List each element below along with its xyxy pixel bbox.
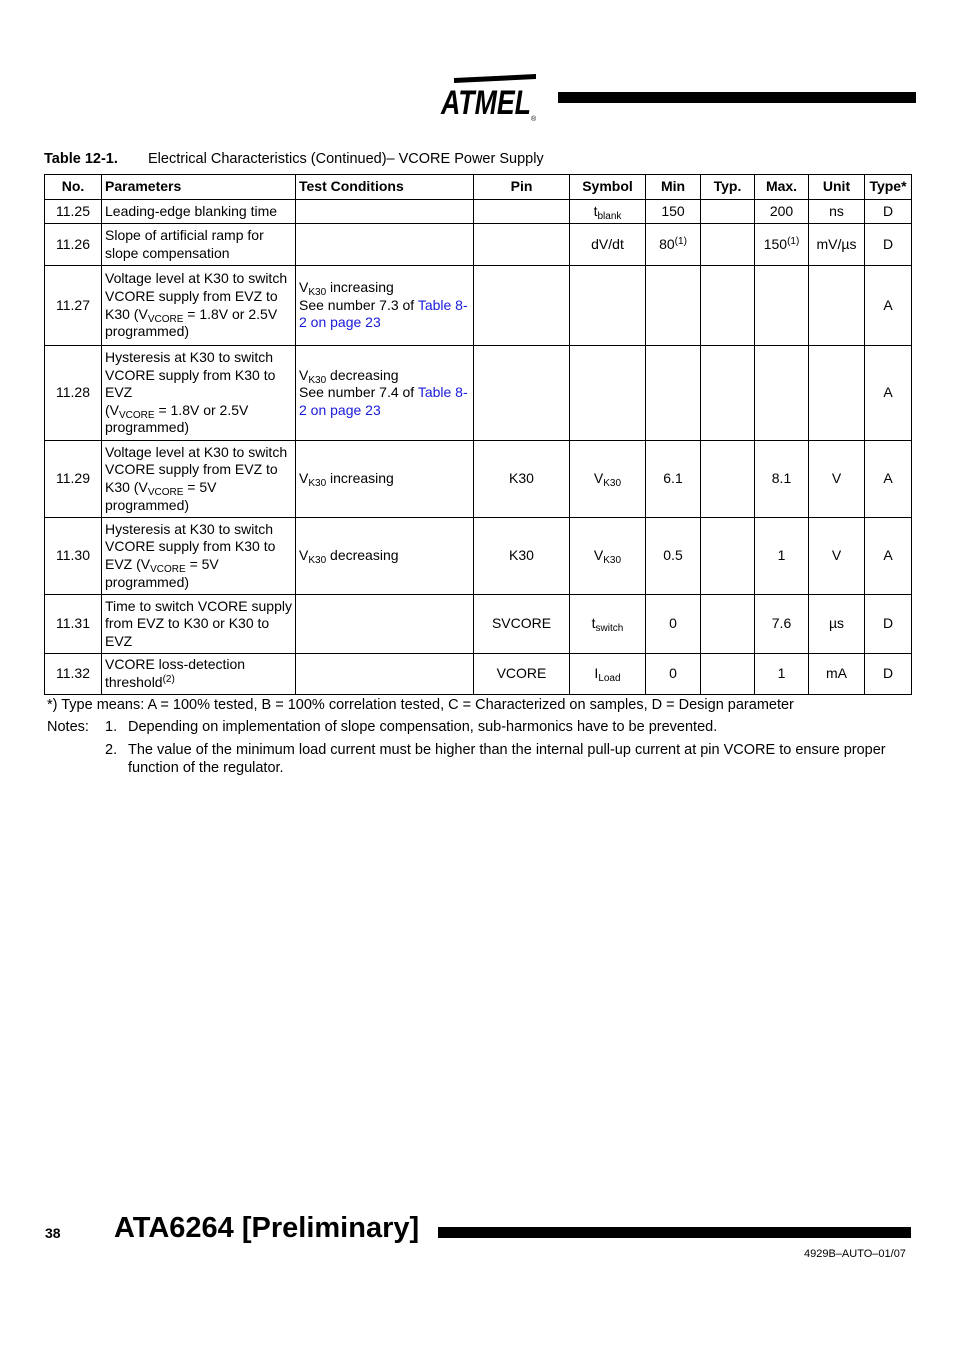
cell-unit: mA (809, 654, 865, 695)
cell-max (755, 266, 809, 346)
cell-symbol (570, 595, 646, 654)
cell-param (102, 346, 296, 441)
col-symbol: Symbol (570, 175, 646, 200)
note-text: Depending on implementation of slope compensation, sub-harmonics have to be prevented. (128, 719, 718, 735)
cell-typ (701, 266, 755, 346)
cell-max (755, 346, 809, 441)
cell-cond (296, 654, 474, 695)
param-text: Voltage level at K30 to switch VCORE supply from EVZ to K30 (V (105, 443, 288, 495)
note-number: 2. (105, 742, 118, 758)
cell-type: A (865, 346, 912, 441)
table-row (45, 654, 912, 695)
col-max: Max. (755, 175, 809, 200)
document-title: ATA6264 [Preliminary] (114, 1212, 420, 1244)
table-row (45, 518, 912, 595)
cond-sub: K30 (308, 374, 327, 386)
cond-text: decreasing (326, 547, 399, 564)
symbol-sub: Load (598, 673, 621, 685)
cell-pin (474, 224, 570, 266)
symbol-text: t (591, 615, 596, 632)
col-type: Type* (865, 175, 912, 200)
cell-cond (296, 518, 474, 595)
param-sub: VCORE (119, 409, 155, 421)
table-row (45, 595, 912, 654)
cell-pin (474, 346, 570, 441)
table-title: Electrical Characteristics (Continued)– VCORE Power Supply (148, 151, 544, 167)
type-legend: *) Type means: A = 100% tested, B = 100% correlation tested, C = Characterized on samples, D = Design parameter (47, 697, 794, 713)
cell-no: 11.25 (45, 200, 102, 224)
cell-symbol: dV/dt (570, 224, 646, 266)
table-row (45, 266, 912, 346)
cell-max: 1 (755, 654, 809, 695)
col-test-conditions: Test Conditions (296, 175, 474, 200)
cell-no: 11.27 (45, 266, 102, 346)
cell-unit: V (809, 518, 865, 595)
cell-param: Slope of artificial ramp for slope compensation (102, 224, 296, 266)
cell-pin (474, 200, 570, 224)
min-value: 80 (659, 235, 675, 252)
cell-typ (701, 518, 755, 595)
cell-unit (809, 266, 865, 346)
cell-unit: ns (809, 200, 865, 224)
cond-text: decreasing (326, 366, 399, 383)
cell-cond (296, 346, 474, 441)
cell-pin: VCORE (474, 654, 570, 695)
param-text: (V (105, 401, 119, 418)
cell-param (102, 518, 296, 595)
symbol-sub: blank (597, 210, 622, 222)
param-text: Voltage level at K30 to switch VCORE supply from EVZ to K30 (V (105, 270, 288, 322)
cell-unit (809, 346, 865, 441)
symbol-sub: K30 (603, 555, 622, 567)
cell-min (646, 224, 701, 266)
footer-rule (438, 1227, 911, 1238)
cell-symbol (570, 654, 646, 695)
cell-max: 200 (755, 200, 809, 224)
cell-max: 8.1 (755, 441, 809, 518)
svg-text:ATMEL: ATMEL (440, 84, 531, 122)
cell-type: A (865, 441, 912, 518)
param-text: Hysteresis at K30 to switch VCORE supply from K30 to EVZ (105, 349, 276, 401)
note-text: The value of the minimum load current must be higher than the internal pull-up current at pin VCORE to ensure proper function of the regulator. (128, 742, 886, 776)
cond-sub: K30 (308, 555, 327, 567)
cell-type: A (865, 518, 912, 595)
cell-typ (701, 441, 755, 518)
cond-text: V (299, 470, 309, 487)
param-sub: VCORE (150, 564, 186, 575)
table-row (45, 441, 912, 518)
cell-cond (296, 595, 474, 654)
page-number: 38 (45, 1225, 61, 1241)
symbol-sub: K30 (603, 478, 622, 490)
cell-param (102, 441, 296, 518)
param-text: = 5V programmed) (105, 479, 217, 513)
col-pin: Pin (474, 175, 570, 200)
cell-typ (701, 224, 755, 266)
note-ref: (1) (787, 235, 800, 247)
cell-unit: V (809, 441, 865, 518)
cell-cond (296, 266, 474, 346)
cell-type: D (865, 595, 912, 654)
cell-min (646, 266, 701, 346)
param-text: VCORE loss-detection threshold (105, 656, 246, 690)
cond-text: V (299, 279, 309, 296)
cell-min (646, 346, 701, 441)
cell-symbol (570, 518, 646, 595)
note-ref: (2) (162, 674, 175, 685)
param-sub: VCORE (147, 487, 184, 498)
document-reference: 4929B–AUTO–01/07 (804, 1248, 906, 1260)
atmel-logo (440, 74, 538, 122)
symbol-text: t (593, 202, 598, 219)
cell-cond (296, 441, 474, 518)
header-rule (558, 92, 916, 103)
cell-pin: K30 (474, 441, 570, 518)
col-no: No. (45, 175, 102, 200)
cell-unit: µs (809, 595, 865, 654)
table-link[interactable]: Table 8-2 on page 23 (299, 384, 468, 418)
param-sub: VCORE (147, 313, 184, 325)
table-header-row (45, 175, 912, 200)
cell-no: 11.30 (45, 518, 102, 595)
cond-text: increasing (326, 279, 394, 296)
cond-sub: K30 (308, 287, 327, 299)
cell-typ (701, 595, 755, 654)
cell-pin (474, 266, 570, 346)
cell-type: D (865, 200, 912, 224)
col-parameters: Parameters (102, 175, 296, 200)
param-text: = 1.8V or 2.5V programmed) (105, 305, 278, 340)
cell-type: D (865, 224, 912, 266)
note-ref: (1) (674, 235, 687, 247)
table-caption (44, 151, 544, 167)
cell-pin: SVCORE (474, 595, 570, 654)
cell-no: 11.28 (45, 346, 102, 441)
svg-text:®: ® (531, 116, 537, 122)
cell-param (102, 266, 296, 346)
param-text: = 1.8V or 2.5V programmed) (105, 401, 249, 436)
col-typ: Typ. (701, 175, 755, 200)
cell-cond (296, 200, 474, 224)
cell-max: 1 (755, 518, 809, 595)
table-row (45, 200, 912, 224)
cond-text: See number 7.4 of (299, 384, 418, 401)
col-unit: Unit (809, 175, 865, 200)
cell-no: 11.32 (45, 654, 102, 695)
cell-no: 11.26 (45, 224, 102, 266)
param-text: Hysteresis at K30 to switch VCORE supply from K30 to EVZ (V (105, 520, 276, 572)
cell-symbol (570, 346, 646, 441)
cell-min: 0 (646, 654, 701, 695)
cell-min: 150 (646, 200, 701, 224)
symbol-text: V (593, 547, 604, 564)
cell-min: 0.5 (646, 518, 701, 595)
cond-sub: K30 (308, 478, 327, 490)
table-row (45, 224, 912, 266)
cell-param: Time to switch VCORE supply from EVZ to K30 or K30 to EVZ (102, 595, 296, 654)
symbol-sub: switch (595, 623, 624, 635)
cond-text: See number 7.3 of (299, 296, 418, 313)
cell-no: 11.29 (45, 441, 102, 518)
cell-type: A (865, 266, 912, 346)
cell-cond (296, 224, 474, 266)
cell-min: 6.1 (646, 441, 701, 518)
cell-param (102, 654, 296, 695)
cell-param: Leading-edge blanking time (102, 200, 296, 224)
table-number: Table 12-1. (44, 151, 118, 167)
cell-no: 11.31 (45, 595, 102, 654)
cell-typ (701, 654, 755, 695)
symbol-text: V (593, 470, 604, 487)
electrical-characteristics-table (44, 174, 912, 695)
cond-text: V (299, 366, 309, 383)
cell-symbol (570, 200, 646, 224)
notes-label: Notes: (47, 719, 89, 735)
cond-text: V (299, 547, 309, 564)
table-row (45, 346, 912, 441)
symbol-text: I (594, 665, 599, 682)
cell-typ (701, 346, 755, 441)
col-min: Min (646, 175, 701, 200)
cell-symbol (570, 441, 646, 518)
max-value: 150 (763, 235, 788, 252)
cell-min: 0 (646, 595, 701, 654)
param-text: = 5V programmed) (105, 556, 219, 590)
table-link[interactable]: Table 8-2 on page 23 (299, 296, 468, 331)
cond-text: increasing (326, 470, 394, 487)
note-number: 1. (105, 719, 118, 735)
cell-max: 7.6 (755, 595, 809, 654)
cell-max (755, 224, 809, 266)
cell-unit: mV/µs (809, 224, 865, 266)
cell-typ (701, 200, 755, 224)
cell-pin: K30 (474, 518, 570, 595)
cell-symbol (570, 266, 646, 346)
cell-type: D (865, 654, 912, 695)
